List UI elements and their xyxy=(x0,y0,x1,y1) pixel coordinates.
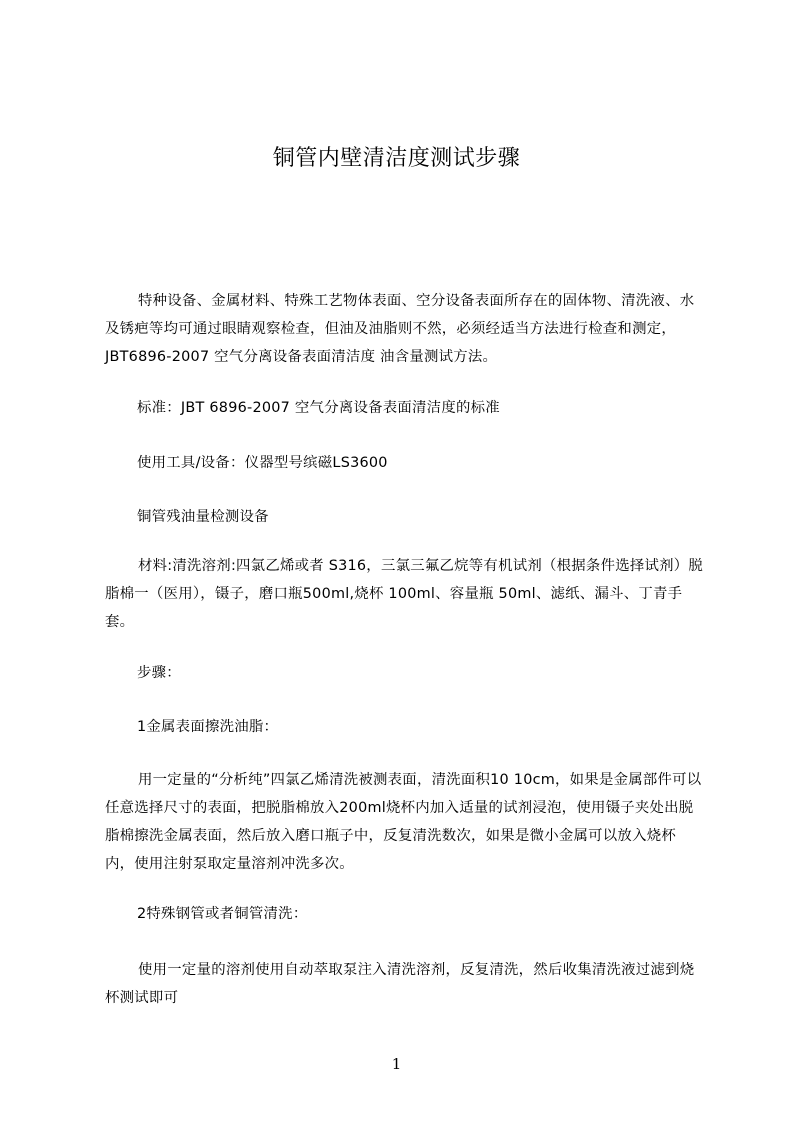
materials-paragraph: 材料:清洗溶剂:四氯乙烯或者 S316，三氯三氟乙烷等有机试剂（根据条件选择试剂）脱脂棉一（医用），镊子，磨口瓶500ml,烧杯 100ml、容量瓶 50ml、滤纸、漏斗、丁青手套。 xyxy=(105,558,704,630)
standard-line: 标准：JBT 6896-2007 空气分离设备表面清洁度的标准 xyxy=(137,400,500,416)
step1-heading: 1金属表面擦洗油脂： xyxy=(137,719,279,735)
tools-line: 使用工具/设备：仪器型号缤磁LS3600 xyxy=(137,455,388,471)
step2-paragraph: 使用一定量的溶剂使用自动萃取泵注入清洗溶剂，反复清洗，然后收集清洗液过滤到烧杯测试即可 xyxy=(105,962,695,1006)
step2-heading: 2特殊钢管或者铜管清洗： xyxy=(137,906,308,922)
document-title: 铜管内壁清洁度测试步骤 xyxy=(272,146,521,171)
device-line: 铜管残油量检测设备 xyxy=(137,509,269,525)
steps-heading: 步骤： xyxy=(137,665,181,681)
page-number: 1 xyxy=(391,1055,402,1073)
step1-paragraph: 用一定量的“分析纯”四氯乙烯清洗被测表面，清洗面积10 10cm，如果是金属部件可以任意选择尺寸的表面，把脱脂棉放入200ml烧杯内加入适量的试剂浸泡，使用镊子夹处出脱脂棉擦洗金属表面，然后放入磨口瓶子中，反复清洗数次，如果是微小金属可以放入烧杯内，使用注射泵取定量溶剂冲洗多次。 xyxy=(105,772,702,872)
intro-paragraph: 特种设备、金属材料、特殊工艺物体表面、空分设备表面所存在的固体物、清洗液、水及锈疤等均可通过眼睛观察检查，但油及油脂则不然，必须经适当方法进行检查和测定， JBT6896-2007 空气分离设备表面清洁度 油含量测试方法。 xyxy=(105,293,695,365)
